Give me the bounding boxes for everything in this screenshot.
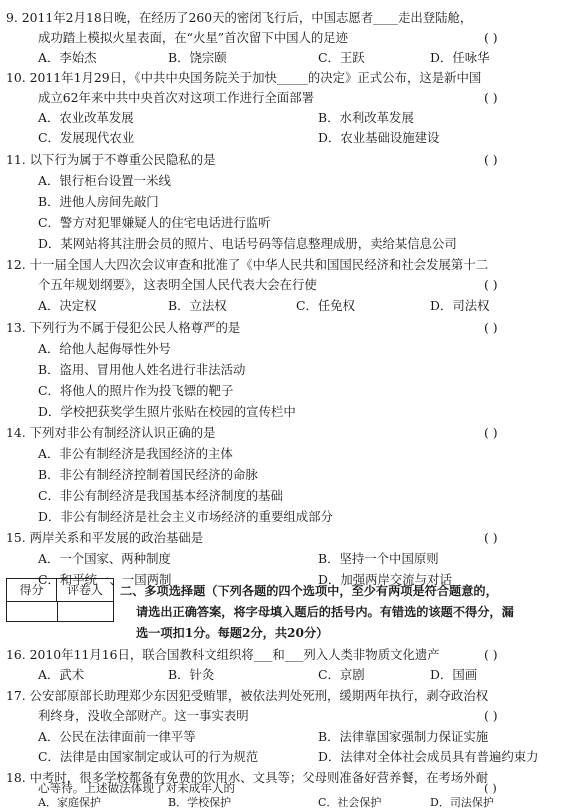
question-12-line-1: 12. 十一届全国人大四次会议审查和批准了《中华人民共和国国民经济和社会发展第十二 (6, 257, 489, 272)
question-11-line-1: 11. 以下行为属于不尊重公民隐私的是 (6, 152, 216, 167)
score-box-column-divider (57, 601, 58, 621)
score-box (6, 578, 114, 622)
score-label: 得分 (7, 579, 57, 601)
question-9-line-2: 成功踏上模拟火星表面，在“火星”首次留下中国人的足迹 (38, 30, 349, 45)
option-18d: D．司法保护 (430, 796, 494, 809)
option-15b: B．坚持一个中国原则 (318, 551, 439, 566)
option-15d: D．加强两岸交流与对话 (318, 572, 452, 587)
option-11b: B．进他人房间先敲门 (38, 194, 159, 209)
option-18a: A．家庭保护 (38, 796, 101, 809)
answer-paren-13[interactable]: ( ) (484, 320, 498, 335)
question-18-line-1: 18. 中考时，很多学校都备有免费的饮用水、文具等；父母则准备好营养餐，在考场外耐 (6, 770, 489, 785)
option-12a: A．决定权 (38, 298, 97, 313)
option-13b: B．盗用、冒用他人姓名进行非法活动 (38, 362, 246, 377)
option-10c: C．发展现代农业 (38, 130, 135, 145)
option-16b: B．针灸 (168, 667, 215, 682)
question-15-line-1: 15. 两岸关系和平发展的政治基础是 (6, 530, 204, 545)
question-18-line-2: 心等待。上述做法体现了对未成年人的 (38, 781, 236, 795)
option-11a: A．银行柜台设置一米线 (38, 173, 171, 188)
option-17b: B．法律靠国家强制力保证实施 (318, 729, 489, 744)
question-13-line-1: 13. 下列行为不属于侵犯公民人格尊严的是 (6, 320, 241, 335)
answer-paren-11[interactable]: ( ) (484, 152, 498, 167)
option-11c: C．警方对犯罪嫌疑人的住宅电话进行监听 (38, 215, 271, 230)
option-17c: C．法律是由国家制定或认可的行为规范 (38, 749, 259, 764)
option-14a: A．非公有制经济是我国经济的主体 (38, 446, 233, 461)
option-18c: C．社会保护 (318, 796, 382, 809)
option-14d: D．非公有制经济是社会主义市场经济的重要组成部分 (38, 509, 333, 524)
option-17d: D．法律对全体社会成员具有普遍约束力 (318, 749, 539, 764)
option-9b: B．饶宗颐 (168, 50, 227, 65)
section-2-line-2: 请选出正确答案，将字母填入题后的括号内。有错选的该题不得分，漏 (136, 605, 514, 619)
option-15c: C．和平统一、一国两制 (38, 572, 172, 587)
question-10-line-1: 10. 2011年1月29日，《中共中央国务院关于加快_____的决定》正式公布，这是新中国 (6, 70, 482, 85)
question-17-line-1: 17. 公安部原部长助理郑少东因犯受贿罪，被依法判处死刑，缓期两年执行，剥夺政治权 (6, 688, 489, 703)
question-14-line-1: 14. 下列对非公有制经济认识正确的是 (6, 425, 216, 440)
question-9-line-1: 9. 2011年2月18日晚，在经历了260天的密闭飞行后，中国志愿者____走出登陆舱， (6, 10, 473, 25)
question-12-line-2: 个五年规划纲要》，这表明全国人民代表大会在行使 (38, 277, 317, 292)
option-12b: B．立法权 (168, 298, 227, 313)
grader-label: 评卷人 (66, 583, 103, 597)
option-11d: D．某网站将其注册会员的照片、电话号码等信息整理成册，卖给某信息公司 (38, 236, 457, 251)
answer-paren-18[interactable]: ( ) (484, 781, 497, 795)
answer-paren-12[interactable]: ( ) (484, 277, 498, 292)
answer-paren-15[interactable]: ( ) (484, 530, 498, 545)
option-13d: D．学校把获奖学生照片张贴在校园的宣传栏中 (38, 404, 296, 419)
option-16c: C．京剧 (318, 667, 365, 682)
question-17-line-2: 利终身，没收全部财产。这一事实表明 (38, 708, 249, 723)
option-14c: C．非公有制经济是我国基本经济制度的基础 (38, 488, 283, 503)
option-9d: D．任咏华 (430, 50, 490, 65)
answer-paren-10[interactable]: ( ) (484, 90, 498, 105)
option-18b: B．学校保护 (168, 796, 232, 809)
option-9c: C．王跃 (318, 50, 365, 65)
answer-paren-9[interactable]: ( ) (484, 30, 498, 45)
option-13c: C．将他人的照片作为投飞镖的靶子 (38, 383, 234, 398)
option-16d: D．国画 (430, 667, 478, 682)
option-9a: A．李始杰 (38, 50, 97, 65)
question-10-line-2: 成立62年来中共中央首次对这项工作进行全面部署 (38, 90, 314, 105)
option-16a: A．武术 (38, 667, 85, 682)
option-15a: A．一个国家、两种制度 (38, 551, 171, 566)
section-2-line-3: 选一项扣1分。每题2分，共20分） (136, 626, 329, 640)
option-12c: C．任免权 (296, 298, 356, 313)
answer-paren-17[interactable]: ( ) (484, 708, 498, 723)
option-17a: A．公民在法律面前一律平等 (38, 729, 196, 744)
option-14b: B．非公有制经济控制着国民经济的命脉 (38, 467, 258, 482)
option-13a: A．给他人起侮辱性外号 (38, 341, 171, 356)
option-10b: B．水利改革发展 (318, 110, 414, 125)
question-16-line-1: 16. 2010年11月16日，联合国教科文组织将___和___列入人类非物质文化遗产 (6, 647, 440, 662)
score-box-divider (7, 601, 113, 602)
option-12d: D．司法权 (430, 298, 490, 313)
option-10d: D．农业基础设施建设 (318, 130, 440, 145)
answer-paren-16[interactable]: ( ) (484, 647, 498, 662)
section-2-title: 二、多项选择题（下列各题的四个选项中，至少有两项是符合题意的， (120, 584, 498, 598)
answer-paren-14[interactable]: ( ) (484, 425, 498, 440)
option-10a: A．农业改革发展 (38, 110, 134, 125)
